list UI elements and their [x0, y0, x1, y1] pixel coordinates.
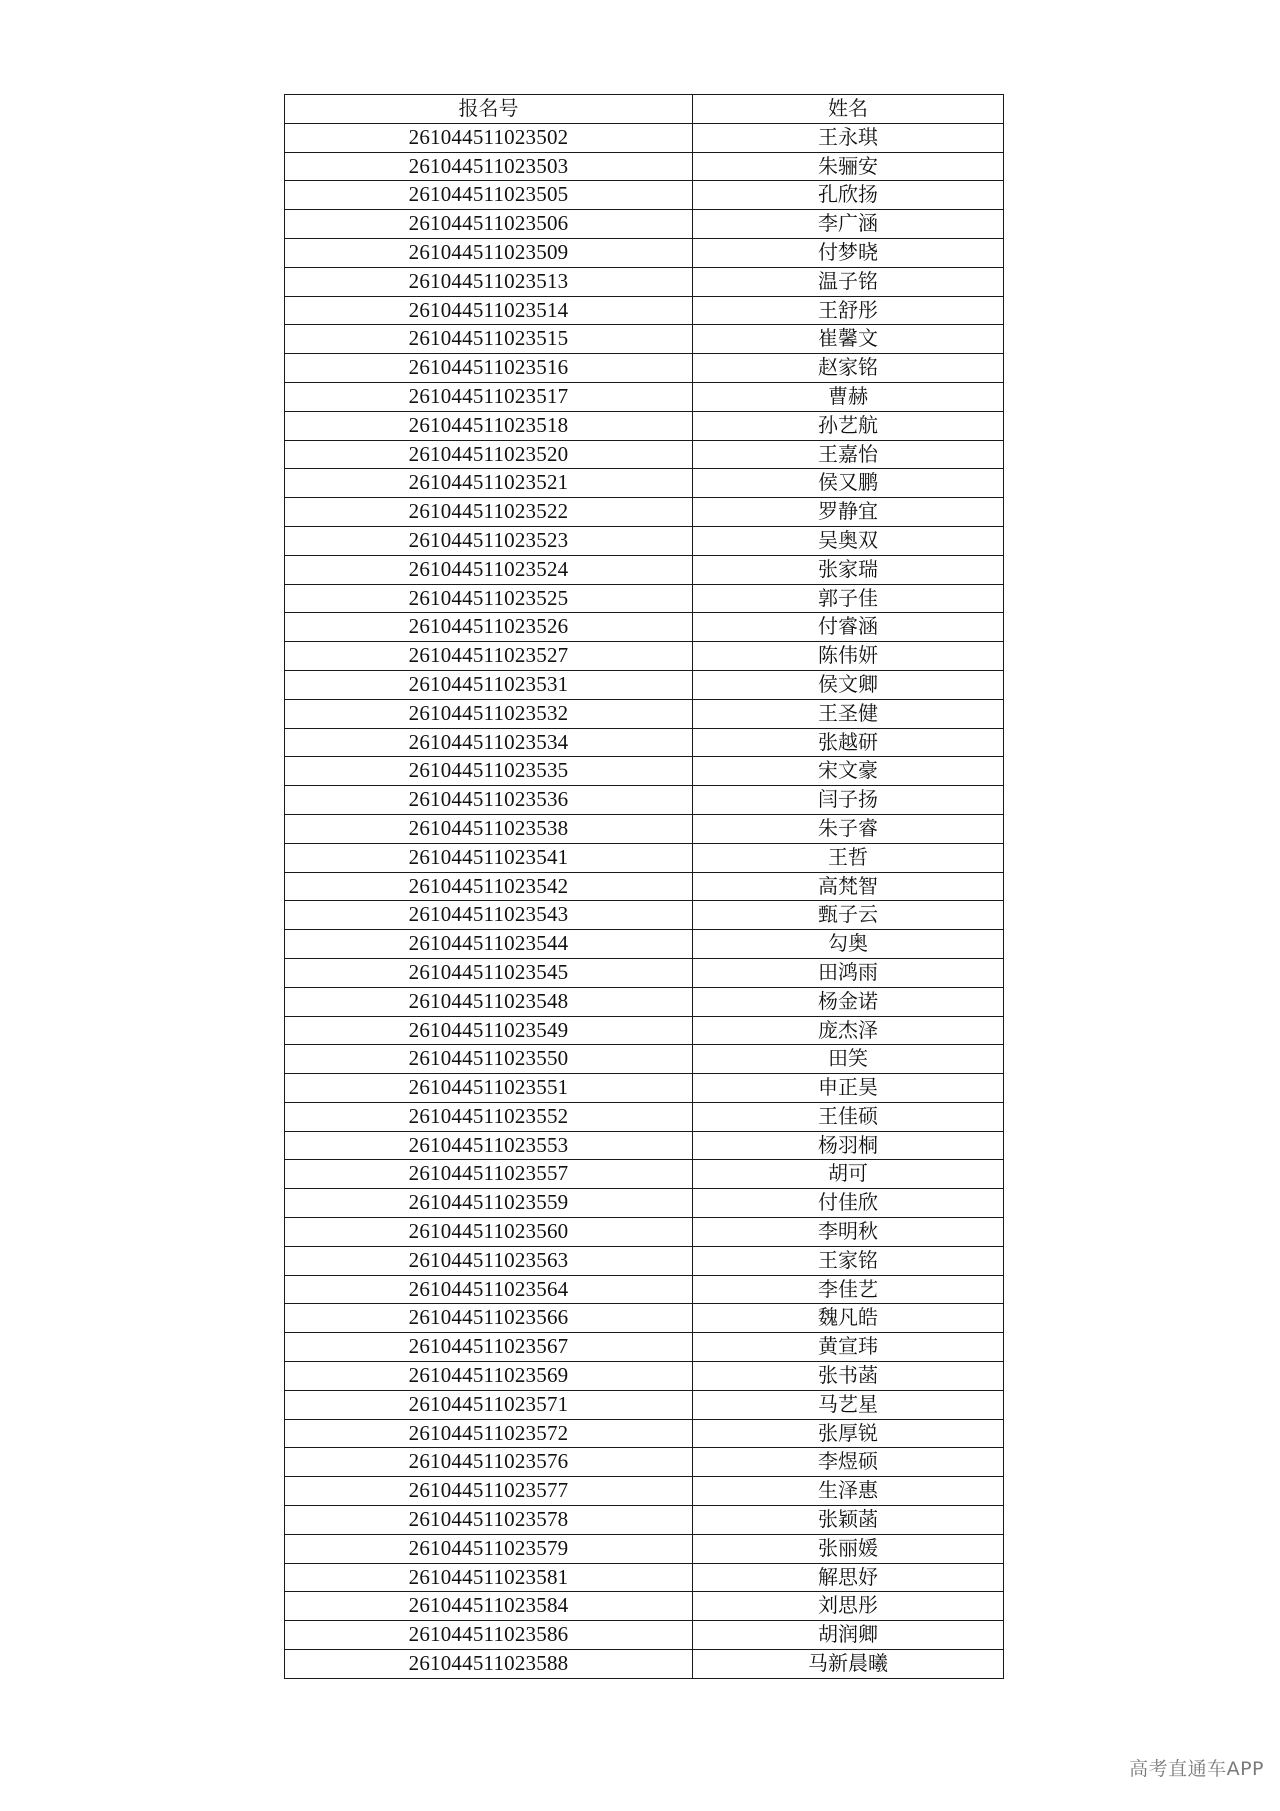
name-cell: 胡润卿: [693, 1621, 1004, 1650]
registration-number-cell: 261044511023520: [285, 440, 693, 469]
registration-number-cell: 261044511023502: [285, 123, 693, 152]
name-cell: 付梦晓: [693, 238, 1004, 267]
registration-number-cell: 261044511023552: [285, 1102, 693, 1131]
registration-number-cell: 261044511023588: [285, 1650, 693, 1679]
registration-number-cell: 261044511023572: [285, 1419, 693, 1448]
registration-number-cell: 261044511023551: [285, 1074, 693, 1103]
name-cell: 王家铭: [693, 1246, 1004, 1275]
name-cell: 付佳欣: [693, 1189, 1004, 1218]
table-row: [285, 1448, 1004, 1477]
table-row: [285, 901, 1004, 930]
registration-number-cell: 261044511023560: [285, 1218, 693, 1247]
registration-number-cell: 261044511023559: [285, 1189, 693, 1218]
table-row: [285, 728, 1004, 757]
registration-number-cell: 261044511023513: [285, 267, 693, 296]
table-row: [285, 152, 1004, 181]
registration-number-cell: 261044511023521: [285, 469, 693, 498]
name-cell: 黄宣玮: [693, 1333, 1004, 1362]
name-cell: 朱子睿: [693, 814, 1004, 843]
table-header-row: [285, 95, 1004, 124]
name-cell: 魏凡皓: [693, 1304, 1004, 1333]
registration-number-cell: 261044511023517: [285, 382, 693, 411]
registration-number-cell: 261044511023524: [285, 555, 693, 584]
table-row: [285, 1650, 1004, 1679]
name-cell: 孙艺航: [693, 411, 1004, 440]
table-row: [285, 411, 1004, 440]
name-cell: 侯又鹏: [693, 469, 1004, 498]
table-row: [285, 1563, 1004, 1592]
name-cell: 李广涵: [693, 210, 1004, 239]
name-cell: 田笑: [693, 1045, 1004, 1074]
registration-number-cell: 261044511023525: [285, 584, 693, 613]
name-cell: 郭子佳: [693, 584, 1004, 613]
name-cell: 曹赫: [693, 382, 1004, 411]
name-cell: 勾奥: [693, 930, 1004, 959]
registration-number-cell: 261044511023531: [285, 670, 693, 699]
registration-number-cell: 261044511023516: [285, 354, 693, 383]
registration-number-cell: 261044511023523: [285, 526, 693, 555]
name-cell: 张书菡: [693, 1362, 1004, 1391]
registration-number-cell: 261044511023541: [285, 843, 693, 872]
table-row: [285, 584, 1004, 613]
name-cell: 高梵智: [693, 872, 1004, 901]
table-body: [285, 123, 1004, 1678]
table-row: [285, 786, 1004, 815]
name-cell: 侯文卿: [693, 670, 1004, 699]
registration-number-cell: 261044511023564: [285, 1275, 693, 1304]
table-row: [285, 354, 1004, 383]
table-row: [285, 843, 1004, 872]
name-cell: 王圣健: [693, 699, 1004, 728]
name-cell: 王嘉怡: [693, 440, 1004, 469]
registration-number-cell: 261044511023534: [285, 728, 693, 757]
name-cell: 宋文豪: [693, 757, 1004, 786]
table-row: [285, 1016, 1004, 1045]
registration-number-cell: 261044511023532: [285, 699, 693, 728]
table-row: [285, 1189, 1004, 1218]
registration-number-cell: 261044511023581: [285, 1563, 693, 1592]
registration-number-cell: 261044511023579: [285, 1534, 693, 1563]
name-cell: 解思妤: [693, 1563, 1004, 1592]
table-row: [285, 1621, 1004, 1650]
table-row: [285, 1362, 1004, 1391]
name-cell: 李明秋: [693, 1218, 1004, 1247]
table-row: [285, 181, 1004, 210]
name-cell: 生泽惠: [693, 1477, 1004, 1506]
registration-number-cell: 261044511023536: [285, 786, 693, 815]
registration-table: [284, 94, 1004, 1679]
table-row: [285, 699, 1004, 728]
column-header-registration-number: 报名号: [285, 95, 693, 124]
table-row: [285, 1506, 1004, 1535]
name-cell: 申正昊: [693, 1074, 1004, 1103]
name-cell: 杨羽桐: [693, 1131, 1004, 1160]
name-cell: 马新晨曦: [693, 1650, 1004, 1679]
table-row: [285, 930, 1004, 959]
table-row: [285, 1160, 1004, 1189]
table-row: [285, 1477, 1004, 1506]
table-row: [285, 1592, 1004, 1621]
registration-number-cell: 261044511023567: [285, 1333, 693, 1362]
name-cell: 陈伟妍: [693, 642, 1004, 671]
name-cell: 朱骊安: [693, 152, 1004, 181]
name-cell: 王哲: [693, 843, 1004, 872]
name-cell: 王舒彤: [693, 296, 1004, 325]
registration-number-cell: 261044511023550: [285, 1045, 693, 1074]
name-cell: 李佳艺: [693, 1275, 1004, 1304]
table-row: [285, 1275, 1004, 1304]
name-cell: 李煜硕: [693, 1448, 1004, 1477]
table-row: [285, 958, 1004, 987]
table-row: [285, 642, 1004, 671]
registration-number-cell: 261044511023571: [285, 1390, 693, 1419]
table-row: [285, 1333, 1004, 1362]
registration-number-cell: 261044511023578: [285, 1506, 693, 1535]
registration-number-cell: 261044511023535: [285, 757, 693, 786]
registration-number-cell: 261044511023548: [285, 987, 693, 1016]
registration-number-cell: 261044511023553: [285, 1131, 693, 1160]
name-cell: 杨金诺: [693, 987, 1004, 1016]
registration-number-cell: 261044511023577: [285, 1477, 693, 1506]
registration-number-cell: 261044511023509: [285, 238, 693, 267]
registration-number-cell: 261044511023549: [285, 1016, 693, 1045]
table-row: [285, 296, 1004, 325]
name-cell: 庞杰泽: [693, 1016, 1004, 1045]
name-cell: 罗静宜: [693, 498, 1004, 527]
registration-number-cell: 261044511023522: [285, 498, 693, 527]
table-row: [285, 382, 1004, 411]
name-cell: 张越研: [693, 728, 1004, 757]
name-cell: 闫子扬: [693, 786, 1004, 815]
name-cell: 王永琪: [693, 123, 1004, 152]
watermark: 高考直通车APP: [1129, 1758, 1264, 1780]
registration-number-cell: 261044511023566: [285, 1304, 693, 1333]
name-cell: 刘思彤: [693, 1592, 1004, 1621]
registration-number-cell: 261044511023527: [285, 642, 693, 671]
name-cell: 温子铭: [693, 267, 1004, 296]
registration-number-cell: 261044511023543: [285, 901, 693, 930]
registration-number-cell: 261044511023526: [285, 613, 693, 642]
table-row: [285, 987, 1004, 1016]
table-row: [285, 1246, 1004, 1275]
name-cell: 崔馨文: [693, 325, 1004, 354]
name-cell: 孔欣扬: [693, 181, 1004, 210]
registration-number-cell: 261044511023506: [285, 210, 693, 239]
registration-number-cell: 261044511023557: [285, 1160, 693, 1189]
table-row: [285, 498, 1004, 527]
registration-number-cell: 261044511023576: [285, 1448, 693, 1477]
column-header-name: 姓名: [693, 95, 1004, 124]
registration-number-cell: 261044511023514: [285, 296, 693, 325]
table-row: [285, 1390, 1004, 1419]
table-row: [285, 210, 1004, 239]
table-row: [285, 526, 1004, 555]
name-cell: 胡可: [693, 1160, 1004, 1189]
registration-number-cell: 261044511023586: [285, 1621, 693, 1650]
table-row: [285, 1419, 1004, 1448]
name-cell: 吴奥双: [693, 526, 1004, 555]
registration-number-cell: 261044511023563: [285, 1246, 693, 1275]
table-row: [285, 555, 1004, 584]
table-row: [285, 1074, 1004, 1103]
name-cell: 付睿涵: [693, 613, 1004, 642]
name-cell: 张厚锐: [693, 1419, 1004, 1448]
name-cell: 马艺星: [693, 1390, 1004, 1419]
name-cell: 王佳硕: [693, 1102, 1004, 1131]
table-row: [285, 670, 1004, 699]
name-cell: 张丽媛: [693, 1534, 1004, 1563]
table-row: [285, 757, 1004, 786]
name-cell: 张家瑞: [693, 555, 1004, 584]
table-row: [285, 872, 1004, 901]
table-row: [285, 267, 1004, 296]
table-row: [285, 440, 1004, 469]
registration-number-cell: 261044511023503: [285, 152, 693, 181]
registration-number-cell: 261044511023544: [285, 930, 693, 959]
name-cell: 张颖菡: [693, 1506, 1004, 1535]
registration-number-cell: 261044511023518: [285, 411, 693, 440]
table-row: [285, 1534, 1004, 1563]
table-row: [285, 1304, 1004, 1333]
table-row: [285, 814, 1004, 843]
registration-number-cell: 261044511023505: [285, 181, 693, 210]
registration-number-cell: 261044511023515: [285, 325, 693, 354]
registration-number-cell: 261044511023584: [285, 1592, 693, 1621]
registration-number-cell: 261044511023545: [285, 958, 693, 987]
table-row: [285, 469, 1004, 498]
name-cell: 甄子云: [693, 901, 1004, 930]
table-row: [285, 1218, 1004, 1247]
table-row: [285, 123, 1004, 152]
table-row: [285, 1045, 1004, 1074]
name-cell: 田鸿雨: [693, 958, 1004, 987]
table-row: [285, 238, 1004, 267]
registration-number-cell: 261044511023538: [285, 814, 693, 843]
registration-number-cell: 261044511023569: [285, 1362, 693, 1391]
registration-number-cell: 261044511023542: [285, 872, 693, 901]
name-cell: 赵家铭: [693, 354, 1004, 383]
table-row: [285, 1102, 1004, 1131]
table-row: [285, 613, 1004, 642]
table-row: [285, 325, 1004, 354]
table-row: [285, 1131, 1004, 1160]
